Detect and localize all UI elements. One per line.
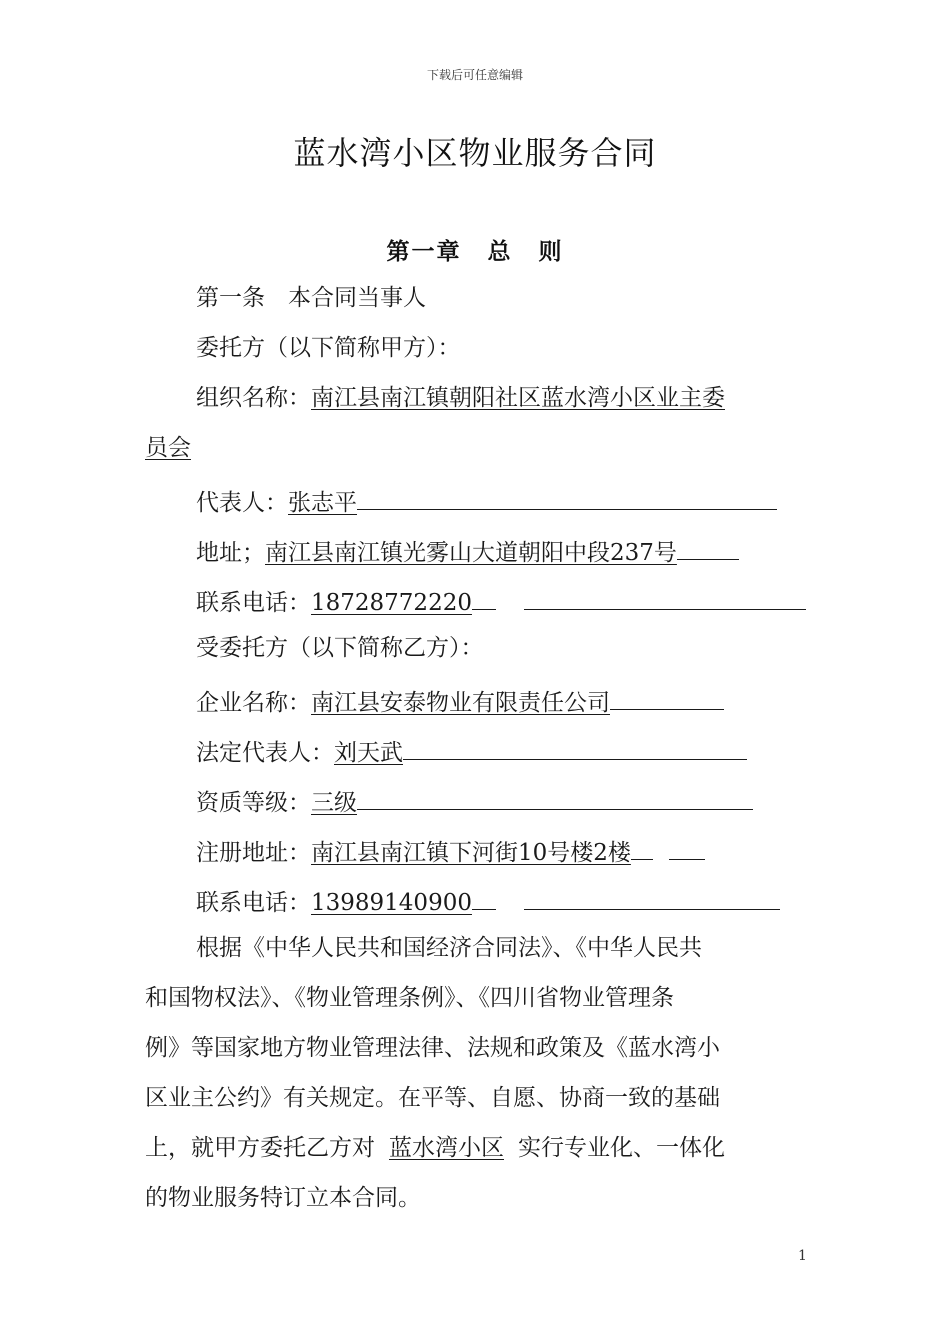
party-b-company-blank [610,683,724,710]
preamble-line-2: 和国物权法》、《物业管理条例》、《四川省物业管理条 [145,985,674,1011]
party-a-phone-blank-1 [472,583,496,610]
party-a-addr-value: 南江县南江镇光雾山大道朝阳中段237号 [265,540,677,566]
preamble-paragraph [145,923,790,1223]
chapter-name-2: 则 [538,239,564,265]
party-b-reg-blank-2 [669,833,705,860]
party-a-addr-blank [677,533,739,560]
document-title: 蓝水湾小区物业服务合同 [293,134,657,172]
preamble-line-1: 根据《中华人民共和国经济合同法》、《中华人民共 [196,935,702,961]
article-1-heading: 第一条 本合同当事人 [196,285,426,311]
party-b-legal-blank-2 [455,733,747,760]
party-b-phone-line [196,883,780,918]
preamble-line-5 [145,1123,790,1173]
party-b-grade-line [196,783,753,818]
preamble-line-3: 例》等国家地方物业管理法律、法规和政策及《蓝水湾小 [145,1035,720,1061]
party-a-rep-line [196,483,777,518]
party-a-addr-line [196,533,739,568]
party-b-phone-label: 联系电话： [196,890,311,916]
party-b-legal-value: 刘天武 [334,740,403,766]
party-b-company-label: 企业名称： [196,690,311,716]
party-a-org-value: 南江县南江镇朝阳社区蓝水湾小区业主委 [311,385,725,411]
party-a-phone-value: 18728772220 [311,590,472,616]
party-b-grade-label: 资质等级： [196,790,311,816]
party-a-rep-value: 张志平 [288,490,357,516]
preamble-line-4: 区业主公约》有关规定。在平等、自愿、协商一致的基础 [145,1085,720,1111]
chapter-name-1: 总 [487,239,513,265]
party-a-rep-blank [357,483,777,510]
party-a-org-value-cont: 员会 [145,435,191,461]
party-b-phone-blank-2 [524,883,780,910]
party-b-reg-label: 注册地址： [196,840,311,866]
preamble-line-6: 的物业服务特订立本合同。 [145,1185,421,1211]
party-b-reg-line [196,833,705,868]
chapter-label: 第一章 [386,239,462,265]
party-b-legal-line [196,733,747,768]
party-b-phone-blank-1 [472,883,496,910]
party-b-grade-value: 三级 [311,790,357,816]
preamble-line-5-pre: 上，就甲方委托乙方对 [145,1135,375,1161]
community-name-blank: 蓝水湾小区 [389,1135,504,1161]
party-b-company-value: 南江县安泰物业有限责任公司 [311,690,610,716]
party-b-heading: 受委托方（以下简称乙方）： [196,635,484,661]
party-a-phone-blank-2 [524,583,806,610]
header-note: 下载后可任意编辑 [426,68,523,82]
party-a-org-label: 组织名称： [196,385,311,411]
party-a-phone-label: 联系电话： [196,590,311,616]
preamble-line-5-post: 实行专业化、一体化 [518,1135,725,1161]
party-a-org-line [196,383,725,413]
party-a-org-line-cont [145,433,191,463]
chapter-heading [0,233,950,266]
party-b-grade-blank [357,783,753,810]
party-b-legal-blank-1 [403,733,455,760]
party-b-reg-blank-1 [631,833,653,860]
party-b-legal-label: 法定代表人： [196,740,334,766]
party-a-heading: 委托方（以下简称甲方）： [196,335,461,361]
party-b-reg-value: 南江县南江镇下河街10号楼2楼 [311,840,631,866]
party-a-addr-label: 地址； [196,540,265,566]
party-a-phone-line [196,583,806,618]
party-b-company-line [196,683,724,718]
party-a-rep-label: 代表人： [196,490,288,516]
party-b-phone-value: 13989140900 [311,890,472,916]
page-number: 1 [798,1248,807,1264]
